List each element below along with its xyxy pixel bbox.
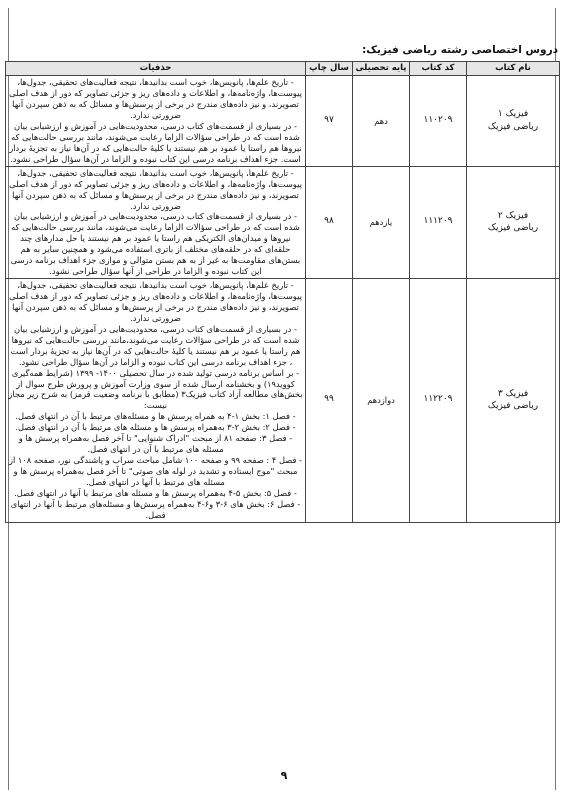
- table-row: [6, 76, 560, 167]
- deletion-item: - فصل ۱: بخش ۱-۴ به همراه پرسش ها و مسئله‌های مرتبط با آن در انتهای فصل.: [15, 411, 296, 422]
- deletions-cell: [6, 166, 306, 278]
- book-code: ۱۱۲۲۰۹: [410, 279, 467, 523]
- deletion-item: - فصل ۴ : صفحه ۹۹ و صفحه ۱۰۰ شامل مباحث سراب و پاشندگی نور، صفحه ۱۰۸ از مبحث "موج ایستاده و تشدید در لوله های صوتی" تا آخر فصل به‌همراه پرسش ها و مسئله های مرتبط با آنها در انتهای فصل.: [8, 455, 303, 487]
- print-year: ۹۸: [306, 166, 353, 278]
- book-name: فیزیک ۳: [497, 388, 529, 399]
- page-number: ۹: [280, 769, 288, 782]
- table-row: [6, 279, 560, 523]
- deletion-item: - در بسیاری از قسمت‌های کتاب درسی، محدودیت‌هایی در آموزش و ارزشیابی بیان شده است که در طراحی سؤالات رعایت می‌شوند،مانند بررسی حالت‌هایی که نیروها هم راستا یا عمود بر هم نیستند یا کلیهٔ حالت‌هایی که در آن‌ها نیاز به تجزیهٔ بردار است ، جزء اهداف برنامه درسی این کتاب نبوده و الزاما در آن‌ها سؤال طراحی نشود.: [10, 323, 301, 367]
- deletion-item: - فصل ۳: صفحه ۸۱ از مبحث "ادراک شنوایی" تا آخر فصل به‌همراه پرسش ها و مسئله های مرتبط با آن در انتهای فصل.: [18, 433, 293, 455]
- print-year: ۹۹: [306, 279, 353, 523]
- deletions-cell: [6, 279, 306, 523]
- deletion-item: - در بسیاری از قسمت‌های کتاب درسی، محدودیت‌هایی در آموزش و ارزشیابی بیان شده است که در طراحی سؤالات الزاما رعایت می‌شوند، مانند بررسی حالت‌هایی که نیروها هم راستا یا عمود بر هم نیستند یا کلیهٔ حالت‌هایی که در آن‌ها نیاز به تجزیهٔ بردار است. جزء اهداف برنامه درسی این کتاب نبوده و الزاما در آن‌ها سؤال طراحی نشود.: [9, 120, 302, 164]
- book-name-cell: [467, 279, 560, 523]
- book-name: فیزیک ۲: [497, 210, 529, 221]
- deletion-item: - بر اساس برنامه درسی تولید شده در سال تحصیلی ۱۴۰۰- ۱۳۹۹ (شرایط همه‌گیری کووید۱۹) و بخشنامه ارسال شده از سوی وزارت آموزش و پرورش طرح سوال از بخش‌های مطالعه آزاد کتاب فیزیک۳ (مطابق با برنامه وضعیت قرمز) به شرح زیر مجاز نیست:: [8, 367, 303, 411]
- book-track: ریاضی فیزیک: [487, 401, 539, 412]
- header-print-year: سال چاپ: [306, 62, 353, 76]
- deletion-item: - تاریخ علم‌ها، پانویس‌ها، خوب است بدانیدها، نتیجه فعالیت‌های تحقیقی، جدول‌ها، پیوست‌ها، واژه‌نامه‌ها، و اطلاعات و داده‌های ریز و جزئی تصاویر که دور از هدف اصلی تصویرند، و نیز داده‌های مندرج در برخی از پرسش‌ها و مسائل که به ذهن سپردن آنها ضرورتی ندارد.: [9, 280, 302, 323]
- deletion-item: - تاریخ علم‌ها، پانویس‌ها، خوب است بدانیدها، نتیجه فعالیت‌های تحقیقی، جدول‌ها، پیوست‌ها، واژه‌نامه‌ها، و اطلاعات و داده‌های ریز و جزئی تصاویر که دور از هدف اصلی تصویرند، و نیز داده‌های مندرج در برخی از پرسش‌ها و مسائل که به ذهن سپردن آنها ضرورتی ندارد.: [9, 167, 302, 211]
- grade: یازدهم: [353, 166, 410, 278]
- book-track: ریاضی فیزیک: [487, 223, 539, 234]
- book-name-cell: [467, 166, 560, 278]
- deletions-cell: [6, 76, 306, 167]
- grade: دوازدهم: [353, 279, 410, 523]
- book-name-cell: [467, 76, 560, 167]
- deletion-item: - فصل ۶: بخش های ۶-۳ و۶-۴ به‌همراه پرسش‌ها و مسئله‌های مرتبط با آنها در انتهای فصل.: [10, 498, 301, 520]
- header-deletions: حذفیات: [6, 62, 306, 76]
- book-track: ریاضی فیزیک: [487, 121, 539, 132]
- courses-table: [5, 61, 560, 523]
- header-book-name: نام کتاب: [467, 62, 560, 76]
- deletion-item: - در بسیاری از قسمت‌های کتاب درسی، محدودیت‌هایی در آموزش و ارزشیابی بیان شده است که در طراحی سؤالات الزاما رعایت می‌شوند، مانند بررسی حالت‌هایی که نیروها و میدان‌های الکتریکی هم راستا یا عمود بر هم نیستند یا حل مدارهای چند حلقه‌ای که در حلقه‌های مختلف از باتری استفاده می‌شود و همچنین سایر به هم بستن‌های مقاومت‌ها به غیر از به هم بستن متوالی و موازی جزء اهداف برنامه درسی این کتاب نبوده و الزاما در طراحی از آنها سؤال طراحی نشود.: [10, 211, 301, 277]
- grade: دهم: [353, 76, 410, 167]
- section-title: دروس اختصاصی رشته ریاضی فیزیک:: [362, 44, 558, 56]
- header-book-code: کد کتاب: [410, 62, 467, 76]
- deletion-item: - فصل ۵: بخش ۵-۴ به‌همراه پرسش ها و مسئله های مرتبط با آنها در انتهای فصل.: [14, 487, 297, 498]
- header-grade: پایه تحصیلی: [353, 62, 410, 76]
- deletion-item: - فصل ۲: بخش ۲-۳ به‌همراه پرسش ها و مسئله های مرتبط با آن در انتهای فصل.: [15, 422, 296, 433]
- table-row: [6, 166, 560, 278]
- book-code: ۱۱۰۲۰۹: [410, 76, 467, 167]
- table-header-row: [6, 62, 560, 76]
- deletion-item: - تاریخ علم‌ها، پانویس‌ها، خوب است بدانیدها، نتیجه فعالیت‌های تحقیقی، جدول‌ها، پیوست‌ها، واژه‌نامه‌ها، و اطلاعات و داده‌های ریز و جزئی تصاویر که دور از هدف اصلی تصویرند، و نیز داده‌های مندرج در برخی از پرسش‌ها و مسائل که به ذهن سپردن آنها ضرورتی ندارد.: [9, 77, 302, 121]
- book-name: فیزیک ۱: [497, 109, 529, 120]
- print-year: ۹۷: [306, 76, 353, 167]
- book-code: ۱۱۱۲۰۹: [410, 166, 467, 278]
